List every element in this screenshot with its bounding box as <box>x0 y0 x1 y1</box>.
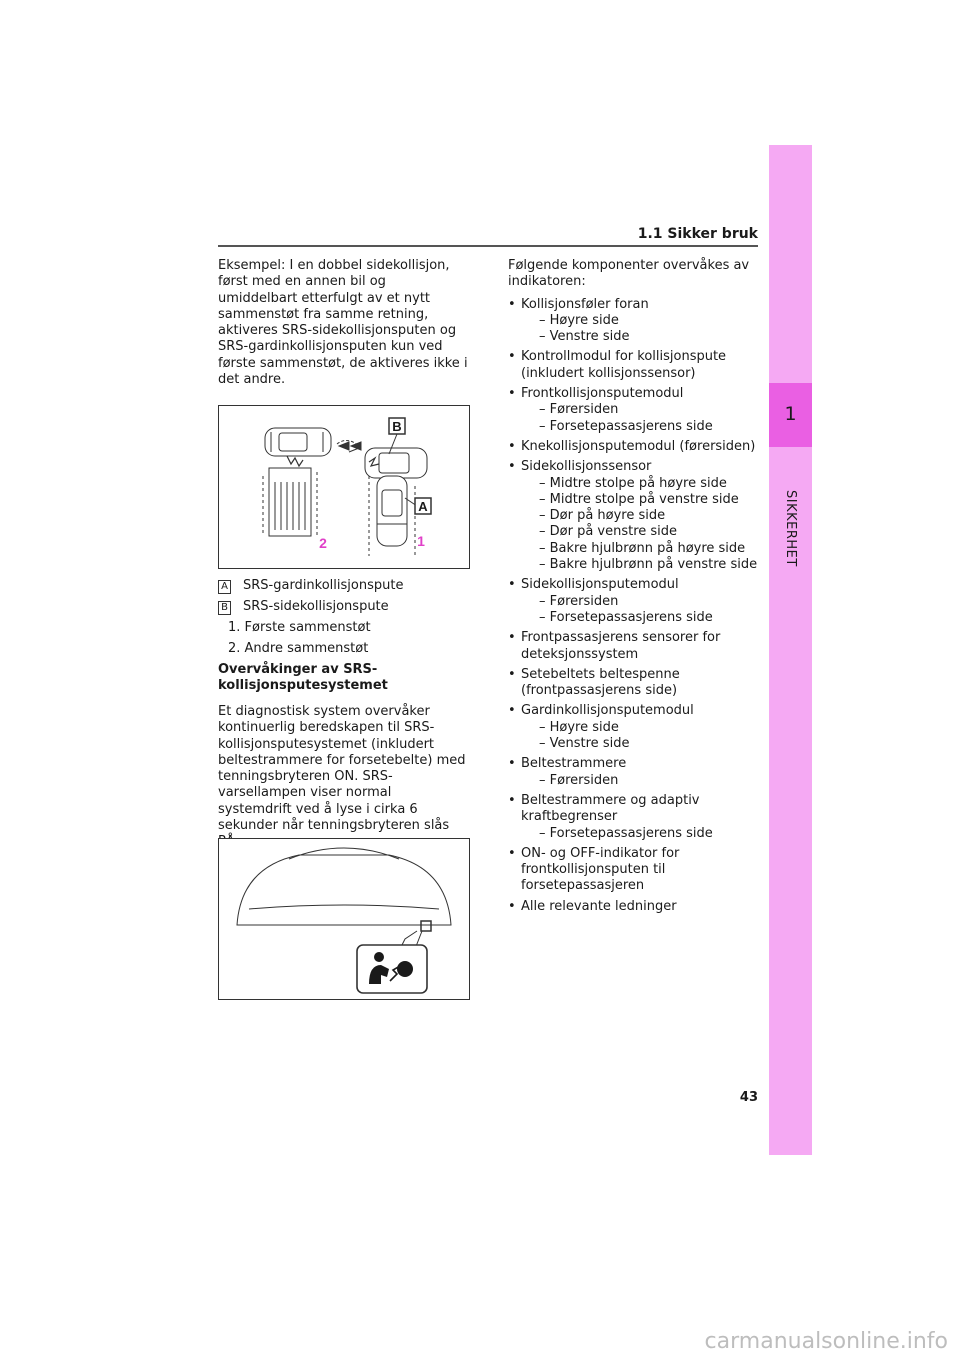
legend-key-b: B <box>218 601 231 615</box>
monitoring-paragraph: Et diagnostisk system overvåker kontinuerlig beredskapen til SRS-kollisjonsputesystemet (inkludert beltestrammere for forsetebelte) med tenningsbryteren ON. SRS-varsellampen viser normal systemdrift ved å lyse i cirka 6 sekunder når tenningsbryteren slås <box>218 704 466 834</box>
numbered-item-1: 1. Første sammenstøt <box>228 620 371 635</box>
component-subitem: – Dør på venstre side <box>539 524 678 540</box>
component-label: • Setebeltets beltespenne (frontpassasjerens side) <box>521 666 680 699</box>
label-2: 2 <box>319 535 327 551</box>
component-label: • Sidekollisjonssensor <box>521 459 652 475</box>
component-subitem: – Midtre stolpe på høyre side <box>539 475 727 491</box>
component-subitem: – Høyre side <box>539 312 619 328</box>
component-subitem: – Førersiden <box>539 772 619 788</box>
component-subitem: – Midtre stolpe på venstre side <box>539 491 739 507</box>
component-label: • Knekollisjonsputemodul (førersiden) <box>521 438 756 454</box>
watermark: carmanualsonline.info <box>704 1329 948 1354</box>
legend-item-a <box>218 578 468 594</box>
component-label: • Beltestrammere <box>521 756 627 772</box>
component-item <box>508 297 758 346</box>
header-rule <box>218 245 758 247</box>
component-subitem: – Forsetepassasjerens side <box>539 418 713 434</box>
component-item <box>508 899 758 915</box>
component-subitem: – Forsetepassasjerens side <box>539 609 713 625</box>
component-item <box>508 703 758 752</box>
legend-text-b: SRS-sidekollisjonspute <box>243 599 389 614</box>
component-label: • Sidekollisjonsputemodul <box>521 577 679 593</box>
component-label: • Gardinkollisjonsputemodul <box>521 703 694 719</box>
component-subitem: – Bakre hjulbrønn på høyre side <box>539 540 746 556</box>
page-number: 43 <box>739 1090 758 1105</box>
label-a: A <box>418 499 428 514</box>
chapter-number: 1 <box>784 403 797 425</box>
component-item <box>508 756 758 789</box>
component-item <box>508 459 758 573</box>
component-item <box>508 386 758 435</box>
figure-legend <box>218 578 468 662</box>
component-subitem: – Bakre hjulbrønn på venstre side <box>539 557 758 573</box>
intro-paragraph <box>218 258 468 388</box>
component-label: • Frontpassasjerens sensorer for deteksjonssystem <box>521 630 721 662</box>
component-label: • Beltestrammere og adaptiv kraftbegrenser <box>521 792 700 825</box>
label-1: 1 <box>417 533 425 549</box>
component-item <box>508 349 758 382</box>
component-subitem: – Forsetepassasjerens side <box>539 825 713 841</box>
component-subitem: – Høyre side <box>539 719 619 735</box>
chapter-side-tab <box>769 145 812 1155</box>
components-column <box>508 258 758 919</box>
component-item <box>508 630 758 663</box>
legend-item-b <box>218 599 468 615</box>
legend-key-a: A <box>218 580 231 594</box>
monitoring-subheading: Overvåkinger av SRS-kollisjonsputesystemet <box>218 662 388 694</box>
component-item <box>508 577 758 626</box>
components-intro: Følgende komponenter overvåkes av indikatoren: <box>508 258 750 290</box>
intro-text: Eksempel: I en dobbel sidekollisjon, først med en annen bil og umiddelbart etterfulgt av et nytt sammenstøt fra samme retning, aktiveres SRS-sidekollisjonsputen og SRS-gardinkollisjonsputen kun ved første sammenstøt, de aktiveres ikke i det andre. <box>218 258 468 388</box>
section-header: 1.1 Sikker bruk <box>637 226 758 242</box>
numbered-item-2: 2. Andre sammenstøt <box>228 641 369 656</box>
component-label: • Kollisjonsføler foran <box>521 296 649 312</box>
components-list <box>508 297 758 915</box>
component-label: • ON- og OFF-indikator for frontkollisjonsputen til forsetepassasjeren <box>521 845 680 894</box>
section-label: SIKKERHET <box>783 490 798 567</box>
component-item <box>508 439 758 455</box>
legend-text-a: SRS-gardinkollisjonspute <box>243 578 404 593</box>
component-subitem: – Venstre side <box>539 329 630 345</box>
component-item <box>508 667 758 700</box>
collision-figure <box>218 405 470 569</box>
chapter-marker <box>769 383 812 447</box>
component-subitem: – Dør på høyre side <box>539 508 666 524</box>
component-label: • Frontkollisjonsputemodul <box>521 386 684 402</box>
component-item <box>508 793 758 842</box>
instrument-cluster-figure <box>218 838 470 1000</box>
component-subitem: – Førersiden <box>539 402 619 418</box>
label-b: B <box>392 419 402 434</box>
component-subitem: – Førersiden <box>539 593 619 609</box>
component-label: • Kontrollmodul for kollisjonspute (inkludert kollisjonssensor) <box>521 349 727 381</box>
component-label: • Alle relevante ledninger <box>521 898 677 914</box>
component-item <box>508 846 758 895</box>
component-subitem: – Venstre side <box>539 736 630 752</box>
